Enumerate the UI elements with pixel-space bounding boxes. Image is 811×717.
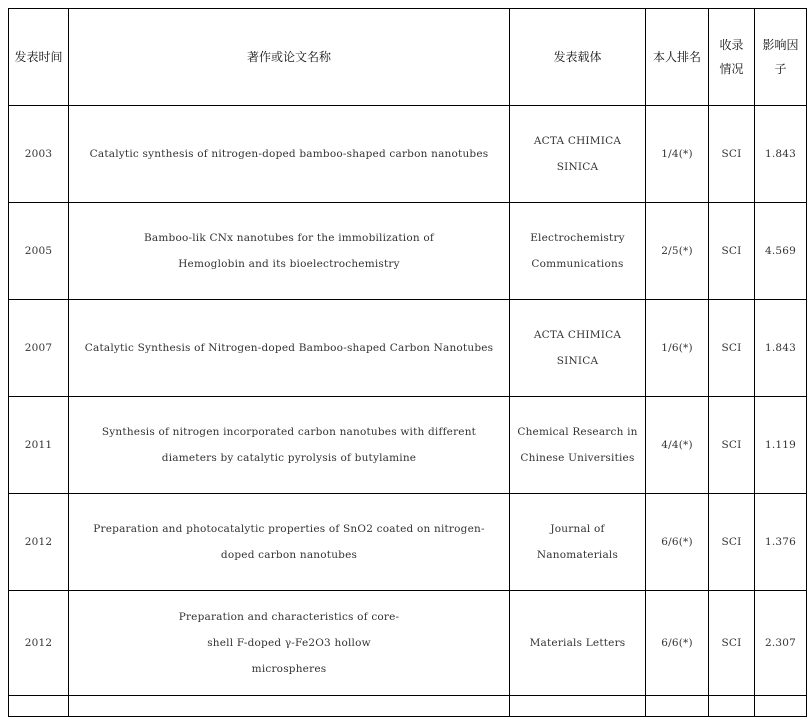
header-impact-line2: 子 xyxy=(774,62,787,76)
journal-line: ACTA CHIMICA xyxy=(533,135,622,147)
title-line: doped carbon nanotubes xyxy=(220,549,358,561)
header-year: 发表时间 xyxy=(9,9,69,106)
cell-journal xyxy=(510,397,646,494)
cell-title xyxy=(69,591,510,696)
title-line: Preparation and photocatalytic properties of SnO2 coated on nitrogen- xyxy=(93,523,485,535)
cell-rank: 2/5(*) xyxy=(646,203,709,300)
journal-line: Nanomaterials xyxy=(536,549,619,561)
journal-line: SINICA xyxy=(556,355,599,367)
cell-impact: 2.307 xyxy=(755,591,807,696)
cell-indexed: SCI xyxy=(709,494,755,591)
title-line: microspheres xyxy=(251,663,327,675)
header-title: 著作或论文名称 xyxy=(69,9,510,106)
title-line: Bamboo-lik CNx nanotubes for the immobilization of xyxy=(144,232,434,244)
title-line: Synthesis of nitrogen incorporated carbon nanotubes with different xyxy=(101,426,477,438)
cell-rank: 4/4(*) xyxy=(646,397,709,494)
cell-rank: 6/6(*) xyxy=(646,591,709,696)
journal-line: Chinese Universities xyxy=(520,452,635,464)
cell-year: 2012 xyxy=(9,591,69,696)
cell-rank: 6/6(*) xyxy=(646,494,709,591)
cell-year: 2005 xyxy=(9,203,69,300)
cell-journal xyxy=(510,591,646,696)
header-rank: 本人排名 xyxy=(646,9,709,106)
cell-title xyxy=(69,203,510,300)
header-indexed xyxy=(709,9,755,106)
cell-impact: 1.119 xyxy=(755,397,807,494)
cell-indexed: SCI xyxy=(709,300,755,397)
header-impact-line1: 影响因 xyxy=(762,38,799,52)
journal-line: Communications xyxy=(531,258,624,270)
cell-indexed: SCI xyxy=(709,397,755,494)
cell-impact: 4.569 xyxy=(755,203,807,300)
table-row xyxy=(9,203,807,300)
cell-journal xyxy=(510,106,646,203)
cell-year: 2011 xyxy=(9,397,69,494)
cell-year: 2007 xyxy=(9,300,69,397)
header-journal: 发表载体 xyxy=(510,9,646,106)
cell-journal xyxy=(510,203,646,300)
cell-indexed: SCI xyxy=(709,203,755,300)
journal-line: Electrochemistry xyxy=(530,232,625,244)
cell-impact: 1.843 xyxy=(755,300,807,397)
cell-indexed: SCI xyxy=(709,591,755,696)
cell-title xyxy=(69,397,510,494)
publications-table xyxy=(8,8,807,717)
title-line: Catalytic synthesis of nitrogen-doped bamboo-shaped carbon nanotubes xyxy=(89,148,489,160)
title-line: Preparation and characteristics of core- xyxy=(178,611,400,623)
header-indexed-line1: 收录 xyxy=(719,38,744,52)
cell-year: 2003 xyxy=(9,106,69,203)
journal-line: SINICA xyxy=(556,161,599,173)
journal-line: Journal of xyxy=(550,523,605,535)
cell-title xyxy=(69,300,510,397)
table-row xyxy=(9,106,807,203)
table-row xyxy=(9,591,807,696)
cell-journal xyxy=(510,300,646,397)
journal-line: Materials Letters xyxy=(529,637,626,649)
title-line: diameters by catalytic pyrolysis of butylamine xyxy=(161,452,417,464)
cell-impact: 1.376 xyxy=(755,494,807,591)
table-row xyxy=(9,494,807,591)
cell-year: 2012 xyxy=(9,494,69,591)
title-line: Hemoglobin and its bioelectrochemistry xyxy=(178,258,400,270)
cell-indexed: SCI xyxy=(709,106,755,203)
title-line: shell F-doped γ-Fe2O3 hollow xyxy=(207,637,371,649)
cell-rank: 1/4(*) xyxy=(646,106,709,203)
table-row xyxy=(9,397,807,494)
header-row xyxy=(9,9,807,106)
cell-title xyxy=(69,494,510,591)
cell-impact: 1.843 xyxy=(755,106,807,203)
header-indexed-line2: 情况 xyxy=(719,62,744,76)
cell-journal xyxy=(510,494,646,591)
journal-line: ACTA CHIMICA xyxy=(533,329,622,341)
title-line: Catalytic Synthesis of Nitrogen-doped Bamboo-shaped Carbon Nanotubes xyxy=(84,342,494,354)
table-body xyxy=(9,106,807,717)
table-row xyxy=(9,300,807,397)
cell-title xyxy=(69,106,510,203)
journal-line: Chemical Research in xyxy=(517,426,638,438)
header-impact xyxy=(755,9,807,106)
cell-rank: 1/6(*) xyxy=(646,300,709,397)
